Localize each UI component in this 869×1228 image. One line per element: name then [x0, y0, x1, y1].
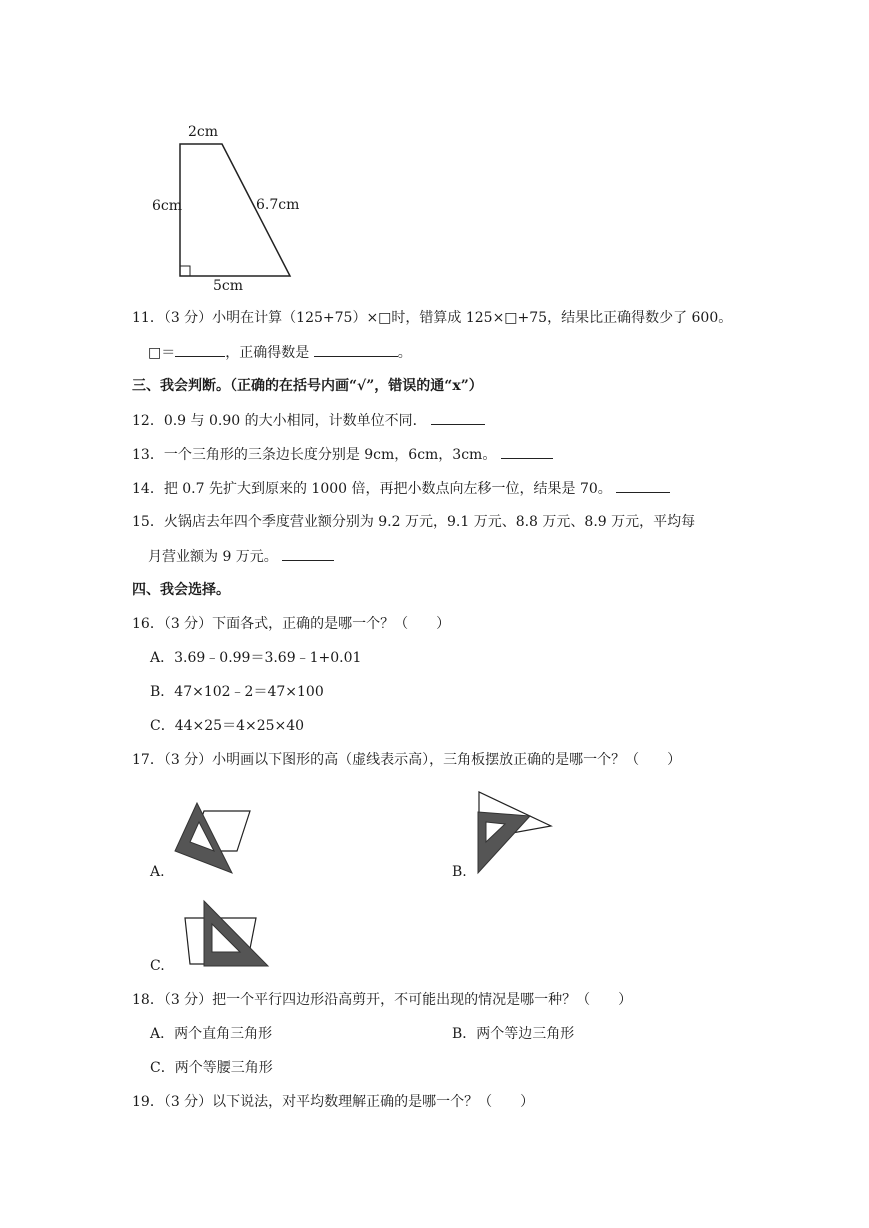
q11-mid-text: ，正确得数是 [225, 345, 310, 361]
q16-stem: 16．（3 分）下面各式，正确的是哪一个？（ ） [132, 616, 451, 632]
q16-option-b[interactable]: B．47×102﹣2＝47×100 [150, 684, 324, 700]
q11-line1: 11．（3 分）小明在计算（125+75）×□时，错算成 125×□+75，结果比正确得数少了 600。 [132, 310, 733, 326]
q17-option-b-label[interactable]: B. [452, 864, 467, 880]
q16-option-a[interactable]: A．3.69﹣0.99＝3.69﹣1+0.01 [150, 650, 362, 666]
q15-line1: 15．火锅店去年四个季度营业额分别为 9.2 万元，9.1 万元、8.8 万元、8.9 万元，平均每 [132, 514, 696, 530]
q18-option-b[interactable]: B．两个等边三角形 [452, 1026, 575, 1042]
q17-stem: 17．（3 分）小明画以下图形的高（虚线表示高），三角板摆放正确的是哪一个？（ ） [132, 752, 682, 768]
q16-option-c[interactable]: C．44×25＝4×25×40 [150, 718, 305, 734]
q13-text: 13．一个三角形的三条边长度分别是 9cm，6cm，3cm。 [132, 447, 497, 463]
q11-end-text: 。 [397, 345, 412, 361]
q12-text: 12．0.9 与 0.90 的大小相同，计数单位不同． [132, 413, 427, 429]
q19-stem: 19．（3 分）以下说法，对平均数理解正确的是哪一个？（ ） [132, 1094, 535, 1110]
q11-box-eq: □＝ [148, 345, 176, 361]
section4-title: 四、我会选择。 [132, 582, 230, 598]
trapezoid-bottom-label: 5cm [213, 278, 244, 294]
trapezoid-slant-label: 6.7cm [256, 197, 300, 213]
q14-text: 14．把 0.7 先扩大到原来的 1000 倍，再把小数点向左移一位，结果是 70。 [132, 481, 612, 497]
q18-option-c[interactable]: C．两个等腰三角形 [150, 1060, 273, 1076]
q18-stem: 18．（3 分）把一个平行四边形沿高剪开，不可能出现的情况是哪一种？（ ） [132, 992, 633, 1008]
trapezoid-left-label: 6cm [152, 198, 183, 214]
q17-option-a-label[interactable]: A. [150, 864, 165, 880]
q17-option-c-label[interactable]: C. [150, 958, 165, 974]
trapezoid-top-label: 2cm [188, 124, 219, 140]
q18-option-a[interactable]: A．两个直角三角形 [150, 1026, 273, 1042]
q15-line2-text: 月营业额为 9 万元。 [148, 549, 278, 565]
section3-title: 三、我会判断。（正确的在括号内画“√”，错误的通“x”） [132, 378, 483, 394]
